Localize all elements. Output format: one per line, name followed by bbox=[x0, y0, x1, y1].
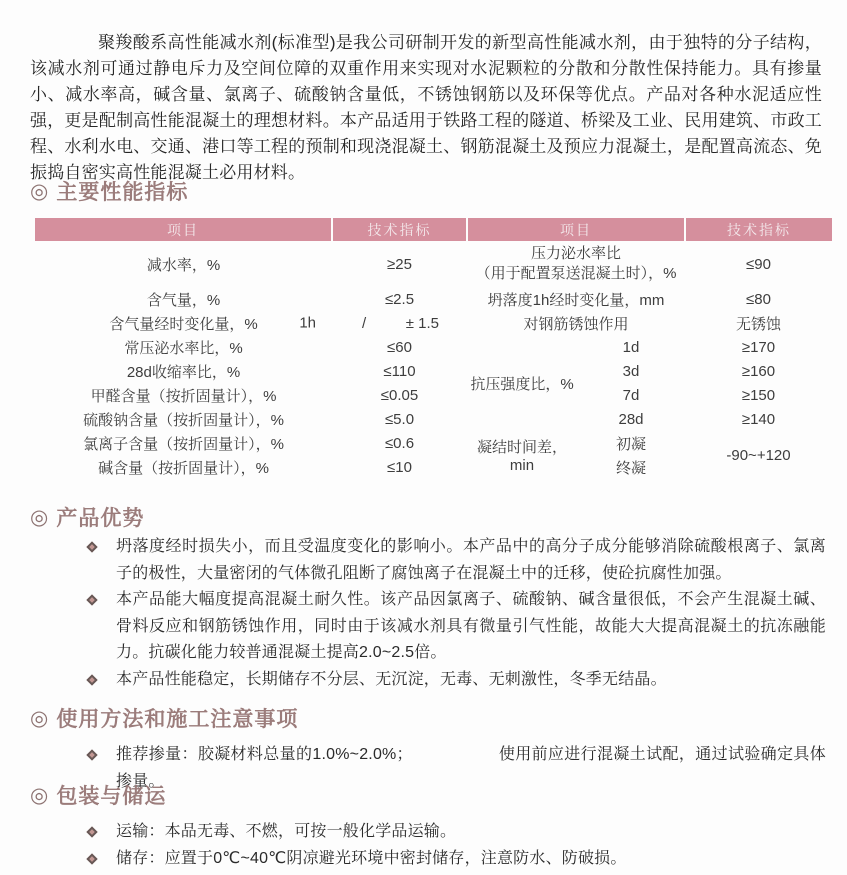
item-line: （用于配置泵送混凝土时），% bbox=[475, 265, 677, 282]
section-usage-title: 使用方法和施工注意事项 bbox=[56, 708, 299, 731]
diamond-bullet-icon bbox=[86, 853, 97, 864]
col-header-item-left: 项目 bbox=[35, 218, 332, 241]
value-slash: / bbox=[362, 314, 367, 332]
list-item bbox=[86, 534, 826, 587]
list-item-text bbox=[116, 742, 826, 795]
list-item bbox=[86, 587, 826, 667]
section-bullet-icon: ◎ bbox=[30, 179, 50, 203]
item-cell: 碱含量（按折固量计），% bbox=[98, 459, 269, 477]
usage-list bbox=[86, 742, 826, 795]
value-cell: ≤110 bbox=[383, 362, 416, 380]
col-header-spec-right: 技术指标 bbox=[685, 218, 832, 241]
advantages-list bbox=[86, 534, 826, 693]
item-cell: 28d收缩率比，% bbox=[126, 363, 241, 381]
item-cell: 含气量，% bbox=[146, 291, 221, 309]
table-row bbox=[35, 311, 832, 335]
item-cell: 硫酸钠含量（按折固量计），% bbox=[83, 411, 284, 429]
group-label-cell: 凝结时间差，min bbox=[476, 439, 567, 474]
table-row bbox=[35, 241, 832, 287]
col-header-spec-left: 技术指标 bbox=[332, 218, 467, 241]
list-item-text: 运输：本品无毒、不燃，可按一般化学品运输。 bbox=[116, 823, 457, 840]
value-cell: ≥170 bbox=[741, 338, 776, 356]
item-label: 含气量经时变化量，% bbox=[109, 315, 258, 333]
list-item-text: 本产品性能稳定，长期储存不分层、无沉淀，无毒、无刺激性，冬季无结晶。 bbox=[116, 670, 667, 688]
value-cell: ≥160 bbox=[741, 362, 776, 380]
diamond-bullet-icon bbox=[86, 749, 97, 760]
table-row bbox=[35, 431, 832, 455]
value-cell: ≥25 bbox=[387, 255, 412, 273]
diamond-bullet-icon bbox=[86, 826, 97, 837]
list-item-text: 本产品能大幅度提高混凝土耐久性。该产品因氯离子、硫酸钠、碱含量很低，不会产生混凝土碱、骨料反应和钢筋锈蚀作用，同时由于该减水剂具有微量引气性能，故能大大提高混凝土的抗冻融能力。抗碳化能力较普通混凝土提高2.0~2.5倍。 bbox=[116, 591, 826, 661]
value-cell: ≤60 bbox=[387, 338, 412, 356]
item-cell bbox=[35, 311, 332, 335]
value-tolerance: ± 1.5 bbox=[405, 314, 439, 332]
value-cell: ≥140 bbox=[741, 410, 776, 428]
section-advantages-title: 产品优势 bbox=[56, 507, 145, 530]
age-cell: 28d bbox=[618, 410, 644, 428]
value-cell bbox=[332, 311, 467, 335]
section-bullet-icon: ◎ bbox=[30, 505, 50, 529]
section-bullet-icon: ◎ bbox=[30, 706, 50, 730]
diamond-bullet-icon bbox=[86, 674, 97, 685]
section-usage bbox=[30, 703, 298, 733]
performance-table bbox=[35, 218, 832, 479]
diamond-bullet-icon bbox=[86, 594, 97, 605]
value-cell: ≤2.5 bbox=[384, 290, 415, 308]
item-cell: 氯离子含量（按折固量计），% bbox=[83, 435, 284, 453]
packing-list bbox=[86, 819, 826, 872]
dosage-text: 推荐掺量：胶凝材料总量的1.0%~2.0%； bbox=[116, 746, 413, 763]
value-cell: ≥150 bbox=[741, 386, 776, 404]
item-cell: 甲醛含量（按折固量计），% bbox=[90, 387, 277, 405]
item-cell: 减水率，% bbox=[146, 256, 221, 274]
value-cell: ≤80 bbox=[746, 290, 771, 308]
section-performance-title: 主要性能指标 bbox=[56, 181, 189, 204]
intro-paragraph: 聚羧酸系高性能减水剂(标准型)是我公司研制开发的新型高性能减水剂，由于独特的分子结构，该减水剂可通过静电斥力及空间位障的双重作用来实现对水泥颗粒的分散和分散性保持能力。具有掺量小、减水率高，碱含量、氯离子、硫酸钠含量低，不锈蚀钢筋以及环保等优点。产品对各种水泥适应性强，更是配制高性能混凝土的理想材料。本产品适用于铁路工程的隧道、桥梁及工业、民用建筑、市政工程、水利水电、交通、港口等工程的预制和现浇混凝土、钢筋混凝土及预应力混凝土，是配置高流态、免振捣自密实高性能混凝土必用材料。 bbox=[30, 33, 822, 182]
sub-label-cell: 初凝 bbox=[615, 435, 646, 453]
list-item-text: 储存：应置于0℃~40℃阴凉避光环境中密封储存，注意防水、防破损。 bbox=[116, 849, 627, 867]
time-label: 1h bbox=[299, 314, 316, 332]
section-packing bbox=[30, 780, 166, 810]
item-cell: 坍落度1h经时变化量，mm bbox=[487, 291, 665, 309]
diamond-bullet-icon bbox=[86, 541, 97, 552]
group-label-cell: 抗压强度比，% bbox=[470, 375, 574, 393]
value-cell: ≤0.6 bbox=[384, 434, 415, 452]
table-row bbox=[35, 383, 832, 407]
section-bullet-icon: ◎ bbox=[30, 783, 50, 807]
table-row bbox=[35, 407, 832, 431]
list-item bbox=[86, 667, 826, 694]
table-header-row bbox=[35, 218, 832, 241]
col-header-item-right: 项目 bbox=[467, 218, 685, 241]
list-item bbox=[86, 742, 826, 795]
value-cell: -90~+120 bbox=[726, 446, 791, 464]
age-cell: 7d bbox=[622, 386, 640, 404]
list-item bbox=[86, 846, 826, 873]
item-cell bbox=[467, 241, 685, 287]
value-cell: ≤90 bbox=[746, 255, 771, 273]
table-row bbox=[35, 359, 832, 383]
usage-note-text: 使用前应进行混凝土试配，通过试验确定具体掺量。 bbox=[116, 746, 826, 790]
list-item bbox=[86, 819, 826, 846]
list-item-text: 坍落度经时损失小，而且受温度变化的影响小。本产品中的高分子成分能够消除硫酸根离子、氯离子的极性，大量密闭的气体微孔阻断了腐蚀离子在混凝土中的迁移，使砼抗腐性加强。 bbox=[116, 538, 826, 582]
sub-label-cell: 终凝 bbox=[615, 459, 646, 477]
section-performance bbox=[30, 176, 188, 206]
table-row bbox=[35, 335, 832, 359]
value-cell: 无锈蚀 bbox=[735, 315, 781, 333]
item-line: 压力泌水率比 bbox=[530, 245, 621, 262]
table-row bbox=[35, 287, 832, 311]
section-advantages bbox=[30, 502, 144, 532]
section-packing-title: 包装与储运 bbox=[56, 785, 167, 808]
value-cell: ≤0.05 bbox=[380, 386, 419, 404]
item-cell: 对钢筋锈蚀作用 bbox=[523, 315, 629, 333]
age-cell: 1d bbox=[622, 338, 640, 356]
age-cell: 3d bbox=[622, 362, 640, 380]
value-cell: ≤5.0 bbox=[384, 410, 415, 428]
item-cell: 常压泌水率比，% bbox=[124, 339, 243, 357]
value-cell: ≤10 bbox=[387, 458, 412, 476]
